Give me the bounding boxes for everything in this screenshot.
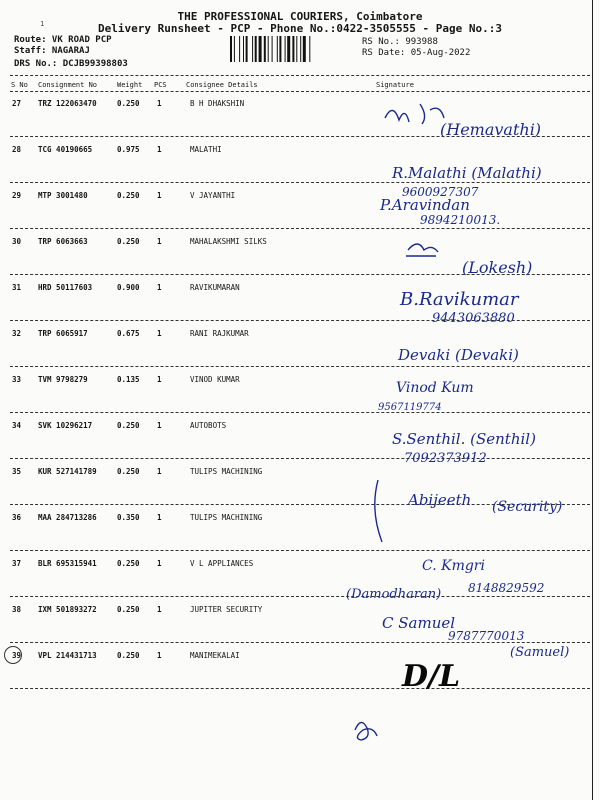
row-consignee: TULIPS MACHINING: [190, 467, 263, 476]
barcode-bar: [303, 36, 306, 62]
row-sno: 37: [12, 559, 22, 568]
header-rule-top: [10, 75, 590, 76]
row-sno: 31: [12, 283, 22, 292]
barcode-bar: [243, 36, 244, 62]
row-pcs: 1: [157, 191, 162, 200]
row-pcs: 1: [157, 145, 162, 154]
row-weight: 0.250: [117, 237, 140, 246]
row-weight: 0.675: [117, 329, 140, 338]
barcode-bar: [287, 36, 290, 62]
row-consignment: SVK 10296217: [38, 421, 93, 430]
row-pcs: 1: [157, 329, 162, 338]
row-divider: [10, 504, 590, 505]
row-consignment: TRP 6063663: [38, 237, 88, 246]
row-weight: 0.975: [117, 145, 140, 154]
row-pcs: 1: [157, 605, 162, 614]
row-weight: 0.350: [117, 513, 140, 522]
row-sno: 38: [12, 605, 22, 614]
barcode-bar: [234, 36, 235, 62]
hw-aravindan: P.Aravindan: [380, 196, 470, 214]
barcode-bar: [252, 36, 253, 62]
route-label: Route: VK ROAD PCP: [14, 35, 112, 45]
hw-phone-aravindan: 9894210013.: [420, 213, 501, 227]
row-consignee: V L APPLIANCES: [190, 559, 254, 568]
row-weight: 0.250: [117, 559, 140, 568]
row-weight: 0.250: [117, 421, 140, 430]
hw-samuel-2: (Samuel): [510, 645, 570, 660]
row-pcs: 1: [157, 99, 162, 108]
col-signature: Signature: [376, 81, 414, 89]
row-divider: [10, 136, 590, 137]
row-weight: 0.250: [117, 651, 140, 660]
row-pcs: 1: [157, 421, 162, 430]
hw-abijeeth: Abijeeth: [408, 491, 472, 509]
barcode-bar: [272, 36, 273, 62]
hw-ravikumar: B.Ravikumar: [400, 289, 519, 310]
page-mark: 1: [40, 20, 45, 28]
initials-mark: [355, 722, 377, 740]
barcode-bar: [268, 36, 269, 62]
row-consignee: B H DHAKSHIN: [190, 99, 245, 108]
row-consignment: MTP 3001480: [38, 191, 88, 200]
company-title: THE PROFESSIONAL COURIERS, Coimbatore: [177, 10, 423, 23]
runsheet-title: Delivery Runsheet - PCP - Phone No.:0422-3505555 - Page No.:3: [98, 22, 502, 35]
row-pcs: 1: [157, 237, 162, 246]
hw-phone-vinod: 9567119774: [378, 402, 442, 413]
signature-30: [406, 244, 438, 256]
row-consignment: TRP 6065917: [38, 329, 88, 338]
row-sno: 29: [12, 191, 22, 200]
row-sno: 34: [12, 421, 22, 430]
row-sno: 32: [12, 329, 22, 338]
row-consignment: IXM 501893272: [38, 605, 97, 614]
row-consignment: TRZ 122063470: [38, 99, 97, 108]
row-pcs: 1: [157, 559, 162, 568]
row-pcs: 1: [157, 375, 162, 384]
hw-malathi: R.Malathi (Malathi): [392, 164, 542, 182]
barcode-bar: [264, 36, 266, 62]
row-weight: 0.250: [117, 605, 140, 614]
barcode-bar: [277, 36, 278, 62]
row-consignee: VINOD KUMAR: [190, 375, 240, 384]
row-consignee: AUTOBOTS: [190, 421, 227, 430]
hw-hemavathi: (Hemavathi): [440, 120, 542, 139]
row-divider: [10, 688, 590, 689]
row-consignment: BLR 695315941: [38, 559, 97, 568]
row-consignee: V JAYANTHI: [190, 191, 236, 200]
barcode-bar: [255, 36, 257, 62]
row-sno: 27: [12, 99, 22, 108]
col-pcs: PCS: [154, 81, 167, 89]
barcode-bar: [285, 36, 286, 62]
row-weight: 0.250: [117, 99, 140, 108]
row-sno: 28: [12, 145, 22, 154]
row-consignee: MALATHI: [190, 145, 222, 154]
row-weight: 0.900: [117, 283, 140, 292]
row-sno: 35: [12, 467, 22, 476]
hw-senthil: S.Senthil. (Senthil): [392, 430, 536, 448]
col-sno: S No: [11, 81, 28, 89]
row-sno: 30: [12, 237, 22, 246]
hw-phone-dam: 8148829592: [468, 581, 545, 595]
barcode-bar: [259, 36, 262, 62]
hw-phone-senthil: 7092373912: [404, 451, 487, 466]
barcode-bar: [309, 36, 310, 62]
row-weight: 0.250: [117, 467, 140, 476]
row-divider: [10, 228, 590, 229]
signature-27: [385, 104, 444, 124]
rs-number: RS No.: 993988: [362, 37, 438, 47]
row-consignee: MAHALAKSHMI SILKS: [190, 237, 267, 246]
row-divider: [10, 458, 590, 459]
row-consignment: MAA 284713286: [38, 513, 97, 522]
row-consignment: KUR 527141789: [38, 467, 97, 476]
row-pcs: 1: [157, 467, 162, 476]
col-weight: Weight: [117, 81, 143, 89]
hw-ckm: C. Kmgri: [422, 558, 485, 574]
barcode-bar: [230, 36, 232, 62]
row-consignee: MANIMEKALAI: [190, 651, 240, 660]
row-consignee: TULIPS MACHINING: [190, 513, 263, 522]
hw-damodharan: (Damodharan): [346, 587, 442, 602]
hw-dl: D/L: [402, 659, 461, 694]
barcode-bar: [246, 36, 248, 62]
row-divider: [10, 596, 590, 597]
hw-phone-ravi: 9443063880: [432, 311, 515, 326]
row-weight: 0.250: [117, 191, 140, 200]
row-divider: [10, 274, 590, 275]
row-consignee: RAVIKUMARAN: [190, 283, 240, 292]
row-divider: [10, 550, 590, 551]
hw-samuel: C Samuel: [382, 614, 456, 632]
col-consignment: Consignment No: [38, 81, 98, 89]
row-divider: [10, 366, 590, 367]
row-sno: 33: [12, 375, 22, 384]
barcode-bar: [292, 36, 294, 62]
bracket-stroke: [375, 480, 382, 542]
drs-number: DRS No.: DCJB99398803: [14, 59, 128, 69]
row-pcs: 1: [157, 651, 162, 660]
hw-lokesh: (Lokesh): [462, 258, 533, 277]
hw-security: (Security): [492, 499, 563, 515]
barcode-bar: [279, 36, 281, 62]
row-divider: [10, 182, 590, 183]
row-consignee: RANI RAJKUMAR: [190, 329, 249, 338]
row-consignment: TVM 9798279: [38, 375, 88, 384]
row-consignment: VPL 214431713: [38, 651, 97, 660]
row-consignment: TCG 40190665: [38, 145, 93, 154]
hw-vinod: Vinod Kum: [396, 380, 474, 396]
rs-date: RS Date: 05-Aug-2022: [362, 48, 471, 58]
circled-row-mark: [4, 646, 22, 664]
row-pcs: 1: [157, 513, 162, 522]
row-sno: 39: [12, 651, 22, 660]
hw-devaki: Devaki (Devaki): [398, 346, 519, 364]
hw-phone-samuel: 9787770013: [448, 629, 525, 643]
row-consignee: JUPITER SECURITY: [190, 605, 263, 614]
row-consignment: HRD 50117603: [38, 283, 93, 292]
row-divider: [10, 642, 590, 643]
barcode: [230, 36, 350, 62]
row-sno: 36: [12, 513, 22, 522]
row-divider: [10, 320, 590, 321]
barcode-bar: [239, 36, 240, 62]
barcode-bar: [300, 36, 301, 62]
hw-phone-malathi: 9600927307: [402, 185, 479, 199]
page-edge-line: [592, 0, 593, 800]
staff-label: Staff: NAGARAJ: [14, 46, 90, 56]
row-divider: [10, 412, 590, 413]
row-weight: 0.135: [117, 375, 140, 384]
barcode-bar: [296, 36, 297, 62]
col-consignee: Consignee Details: [186, 81, 258, 89]
row-pcs: 1: [157, 283, 162, 292]
header-rule-bottom: [10, 91, 590, 92]
